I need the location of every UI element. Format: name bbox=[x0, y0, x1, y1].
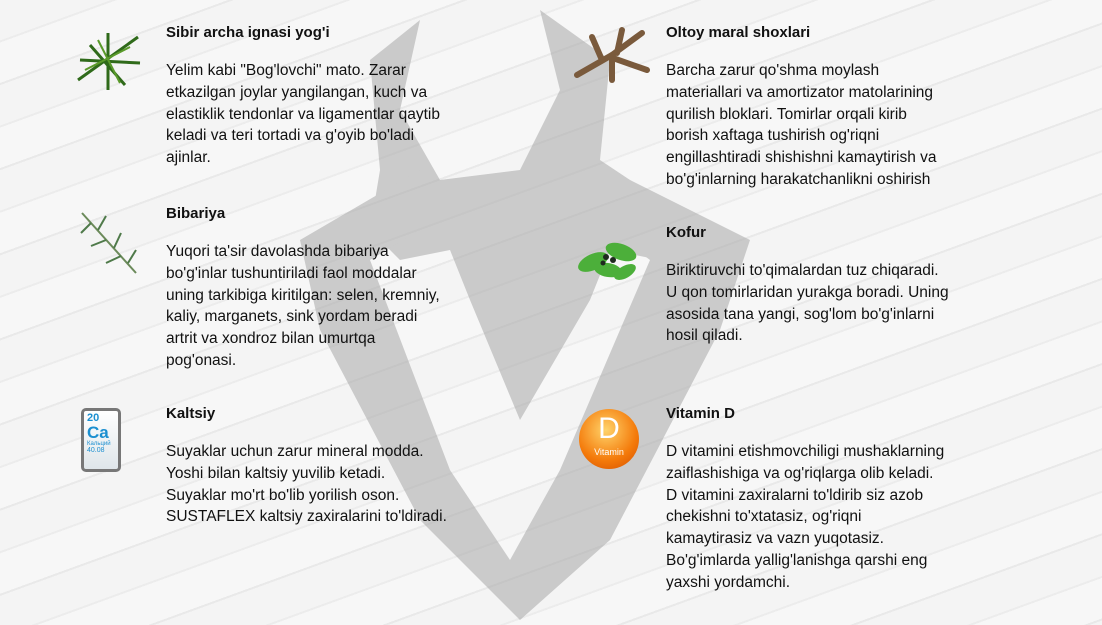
feature-item bbox=[166, 404, 496, 528]
feature-title: Oltoy maral shoxlari bbox=[666, 24, 811, 41]
description-line: bo'g'inlar tushuntiriladi faol moddalar bbox=[166, 264, 417, 282]
description-line: pog'onasi. bbox=[166, 351, 237, 369]
description-line: bo'g'inlarning harakatchanlikni oshirish bbox=[666, 170, 931, 188]
description-line: Bo'g'imlarda yallig'lanishga qarshi eng bbox=[666, 551, 928, 569]
description-line: Yelim kabi "Bog'lovchi" mato. Zarar bbox=[166, 62, 406, 79]
description-line: ajinlar. bbox=[166, 149, 211, 167]
feature-item bbox=[666, 223, 996, 347]
description-line: D vitamini zaxiralarni to'ldirib siz azob bbox=[666, 486, 924, 504]
feature-description bbox=[666, 60, 996, 191]
feature-description bbox=[666, 260, 996, 347]
element-symbol: Ca bbox=[87, 423, 109, 442]
description-line: chekishni to'xtatasiz, og'riqni bbox=[666, 508, 862, 526]
element-name: Кальций bbox=[87, 441, 111, 447]
feature-title: Bibariya bbox=[166, 205, 226, 222]
description-line: Biriktiruvchi to'qimalardan tuz chiqaradi. bbox=[666, 262, 939, 279]
description-line: U qon tomirlaridan yurakga boradi. Uning bbox=[666, 283, 949, 301]
feature-description bbox=[166, 441, 496, 528]
feature-item bbox=[166, 204, 496, 372]
pine-branch-icon bbox=[70, 25, 145, 95]
description-line: kaliy, marganets, sink yordam beradi bbox=[166, 308, 418, 326]
feature-item bbox=[666, 23, 996, 191]
rosemary-icon bbox=[76, 208, 141, 278]
feature-title: Kofur bbox=[666, 224, 706, 241]
description-line: etkazilgan joylar yangilangan, kuch va bbox=[166, 83, 428, 101]
description-line: artrit va xondroz bilan umurtqa bbox=[166, 330, 376, 348]
element-number: 20 bbox=[87, 412, 100, 424]
element-mass: 40.08 bbox=[87, 447, 105, 454]
feature-description bbox=[166, 241, 496, 372]
camphor-leaves-icon bbox=[573, 230, 645, 285]
antlers-icon bbox=[572, 25, 652, 85]
description-line: asosida tana yangi, sog'lom bo'g'inlarni bbox=[666, 305, 935, 323]
description-line: elastiklik tendonlar va ligamentlar qaytib bbox=[166, 105, 440, 123]
description-line: Yuqori ta'sir davolashda bibariya bbox=[166, 243, 389, 260]
vitamin-label: Vitamin bbox=[594, 447, 624, 457]
vitamin-letter: D bbox=[598, 412, 620, 445]
description-line: Suyaklar mo'rt bo'lib yorilish oson. bbox=[166, 486, 400, 504]
description-line: engillashtiradi shishishni kamaytirish va bbox=[666, 149, 937, 167]
feature-description bbox=[666, 441, 996, 594]
vitamin-d-icon bbox=[579, 409, 639, 469]
calcium-element-icon bbox=[81, 408, 121, 472]
description-line: zaiflashishiga va og'riqlarga olib keladi. bbox=[666, 464, 934, 482]
description-line: borish xaftaga tushirish og'riqni bbox=[666, 127, 880, 145]
description-line: Barcha zarur qo'shma moylash bbox=[666, 62, 880, 79]
description-line: Suyaklar uchun zarur mineral modda. bbox=[166, 443, 424, 460]
feature-title: Kaltsiy bbox=[166, 405, 216, 422]
description-line: yaxshi yordamchi. bbox=[666, 573, 791, 591]
description-line: hosil qiladi. bbox=[666, 327, 743, 345]
feature-title: Sibir archa ignasi yog'i bbox=[166, 24, 330, 41]
feature-title: Vitamin D bbox=[666, 405, 735, 422]
feature-item bbox=[166, 23, 496, 169]
description-line: SUSTAFLEX kaltsiy zaxiralarini to'ldiradi. bbox=[166, 508, 447, 526]
description-line: Yoshi bilan kaltsiy yuvilib ketadi. bbox=[166, 464, 386, 482]
feature-description bbox=[166, 60, 496, 169]
description-line: kamaytirasiz va vazn yuqotasiz. bbox=[666, 530, 884, 548]
description-line: D vitamini etishmovchiligi mushaklarning bbox=[666, 443, 945, 460]
description-line: uning tarkibiga kiritilgan: selen, kremniy, bbox=[166, 286, 440, 304]
description-line: qurilish bloklari. Tomirlar orqali kirib bbox=[666, 105, 907, 123]
feature-item bbox=[666, 404, 996, 594]
description-line: keladi va teri tortadi va g'oyib bo'ladi bbox=[166, 127, 415, 145]
description-line: materiallari va amortizator matolarining bbox=[666, 83, 934, 101]
